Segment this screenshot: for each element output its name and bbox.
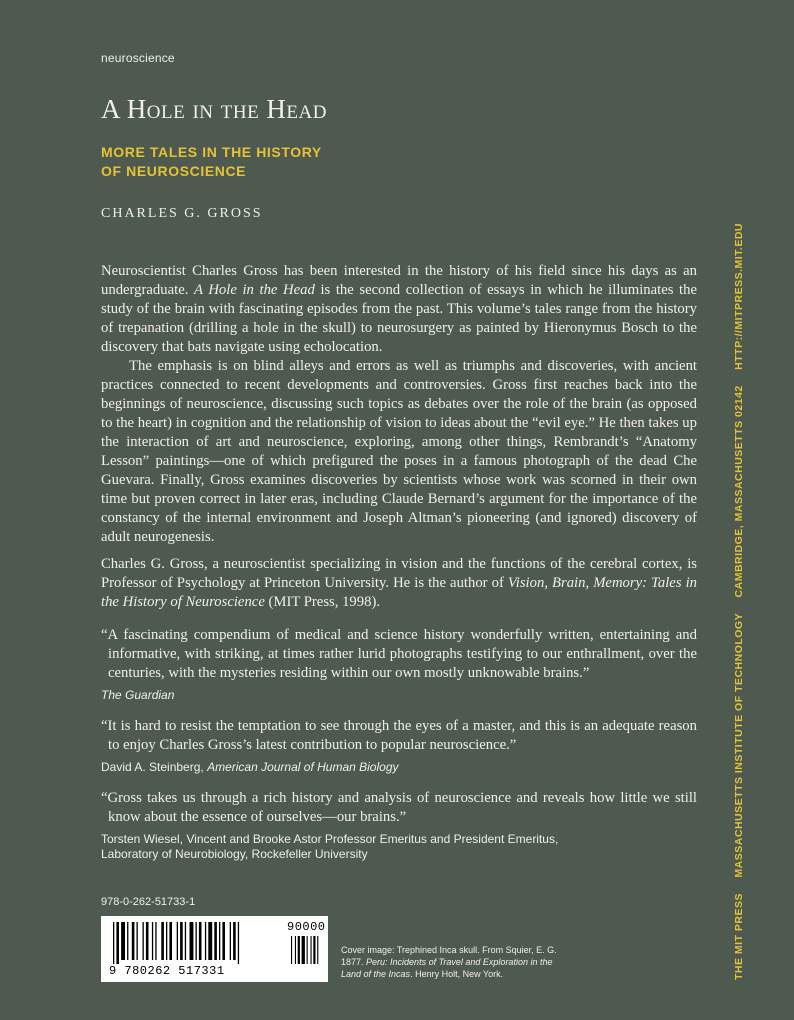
publisher-address: CAMBRIDGE, MASSACHUSETTS 02142 — [733, 385, 745, 598]
barcode-addon-bar — [291, 936, 292, 964]
reviewer-title: Torsten Wiesel, Vincent and Brooke Astor Professor Emeritus and President Emeritus, — [101, 832, 559, 846]
barcode-bar — [161, 922, 164, 960]
barcode-bar — [169, 922, 172, 960]
cover-image-caption — [341, 944, 571, 980]
quote-attribution — [101, 832, 697, 862]
barcode-addon-bar — [302, 936, 305, 964]
publisher-institution: MASSACHUSETTS INSTITUTE OF TECHNOLOGY — [733, 612, 745, 878]
barcode-bar — [222, 922, 225, 960]
previous-book-title: Vision, Brain, Memory: Tales in the History of Neuroscience — [101, 575, 697, 610]
quote-text: “A fascinating compendium of medical and science history wonderfully written, entertaining and informative, with striking, at times rather lurid photographs testifying to our enthrallment, over the centuries, with the mysteries residing within our own mostly unknowable brains.” — [101, 627, 697, 681]
barcode-addon-bar — [298, 936, 300, 964]
barcode-number: 9 780262 517331 — [109, 964, 225, 978]
caption-text: Cover image: Trephined Inca skull. From Squier, E. G. 1877. — [341, 945, 557, 967]
subtitle-line: MORE TALES IN THE HISTORY — [101, 144, 322, 160]
barcode-bar — [121, 922, 125, 960]
blurb-paragraph — [101, 262, 697, 357]
barcode-bar — [127, 922, 128, 960]
barcode-bar — [199, 922, 202, 960]
caption-source-title: Peru: Incidents of Travel and Exploration in the Land of the Incas — [341, 957, 553, 979]
barcode-addon-bar — [313, 936, 315, 964]
barcode-bar — [132, 922, 135, 960]
quote-text: “Gross takes us through a rich history and analysis of neuroscience and reveals how little we still know about the essence of ourselves—our brains.” — [101, 790, 697, 825]
publisher-url: HTTP://MITPRESS.MIT.EDU — [733, 223, 745, 370]
barcode-bar — [196, 922, 197, 960]
barcode — [101, 916, 328, 982]
category-label: neuroscience — [101, 51, 175, 65]
barcode-bar — [177, 922, 178, 960]
author-name: CHARLES G. GROSS — [101, 206, 263, 221]
barcode-bar — [137, 922, 138, 960]
quote-attribution — [101, 760, 697, 775]
barcode-bar — [190, 922, 194, 960]
barcode-bar — [180, 922, 183, 960]
reviewer-name: David A. Steinberg, — [101, 760, 208, 774]
barcode-bar — [166, 922, 167, 960]
barcode-bar — [146, 922, 149, 960]
barcode-addon-bar — [295, 936, 296, 964]
book-title-inline: A Hole in the Head — [194, 282, 315, 298]
barcode-bar — [208, 922, 212, 960]
blurb-text: is the second collection of essays in which he illuminates the study of the brain with fascinating episodes from the past. This volume’s tales range from the history of trepanation (drilling a hole in the skull) to neurosurgery as painted by Hieronymus Bosch to the discovery that bats navigate using echolocation. — [101, 282, 697, 355]
barcode-bar — [155, 922, 156, 960]
caption-text: . Henry Holt, New York. — [410, 969, 504, 979]
publisher-imprint — [733, 211, 745, 980]
barcode-bar — [233, 922, 236, 960]
book-title: A Hole in the Head — [101, 94, 327, 124]
barcode-addon-number: 90000 — [287, 920, 326, 934]
blurb-paragraph: The emphasis is on blind alleys and errors as well as triumphs and discoveries, with ancient practices connected to recent developments and controversies. Gross first reaches back into the beginnings of neuroscience, discussing such topics as debates over the role of the brain (as opposed to the heart) in cognition and the relationship of vision to ideas about the “evil eye.” He then takes up the interaction of art and neuroscience, exploring, among other things, Rembrandt’s “Anatomy Lesson” paintings—one of which prefigured the poses in a famous photograph of the dead Che Guevara. Finally, Gross examines discoveries by scientists whose work was scorned in their own time but proven correct in later eras, including Claude Bernard’s argument for the importance of the constancy of the internal environment and Joseph Altman’s pioneering (and ignored) discovery of adult neurogenesis. — [101, 358, 697, 545]
barcode-bar — [205, 922, 206, 960]
barcode-bar — [219, 922, 220, 960]
barcode-bar — [214, 922, 217, 960]
barcode-bar — [152, 922, 153, 960]
blurb-text: Neuroscientist Charles Gross has been interested in the history of his field since his days as an undergraduate. — [101, 263, 697, 298]
review-quote — [101, 717, 697, 775]
reviewer-affiliation: Laboratory of Neurobiology, Rockefeller University — [101, 847, 368, 861]
book-subtitle — [101, 143, 322, 181]
quote-text: “It is hard to resist the temptation to see through the eyes of a master, and this is an adequate reason to enjoy Charles Gross’s latest contribution to popular neuroscience.” — [101, 718, 697, 753]
bio-text: (MIT Press, 1998). — [264, 594, 381, 610]
barcode-addon-bar — [311, 936, 312, 964]
review-quote — [101, 626, 697, 703]
barcode-addon-bar — [307, 936, 308, 964]
barcode-bar — [113, 922, 114, 964]
reviewer-publication: American Journal of Human Biology — [207, 760, 399, 774]
isbn: 978-0-262-51733-1 — [101, 896, 196, 908]
bio-text: Charles G. Gross, a neuroscientist specializing in vision and the functions of the cerebral cortex, is Professor of Psychology at Princeton University. He is the author of — [101, 556, 697, 591]
barcode-bar — [116, 922, 119, 964]
author-bio — [101, 555, 697, 612]
review-quote — [101, 789, 697, 862]
subtitle-line: OF NEUROSCIENCE — [101, 163, 247, 179]
blurb — [101, 262, 697, 862]
barcode-bar — [238, 922, 239, 964]
barcode-bar — [143, 922, 144, 960]
publisher-name: THE MIT PRESS — [733, 892, 745, 980]
barcode-bar — [185, 922, 186, 960]
barcode-addon-bar — [317, 936, 318, 964]
quote-attribution: The Guardian — [101, 688, 175, 702]
barcode-bar — [230, 922, 231, 960]
